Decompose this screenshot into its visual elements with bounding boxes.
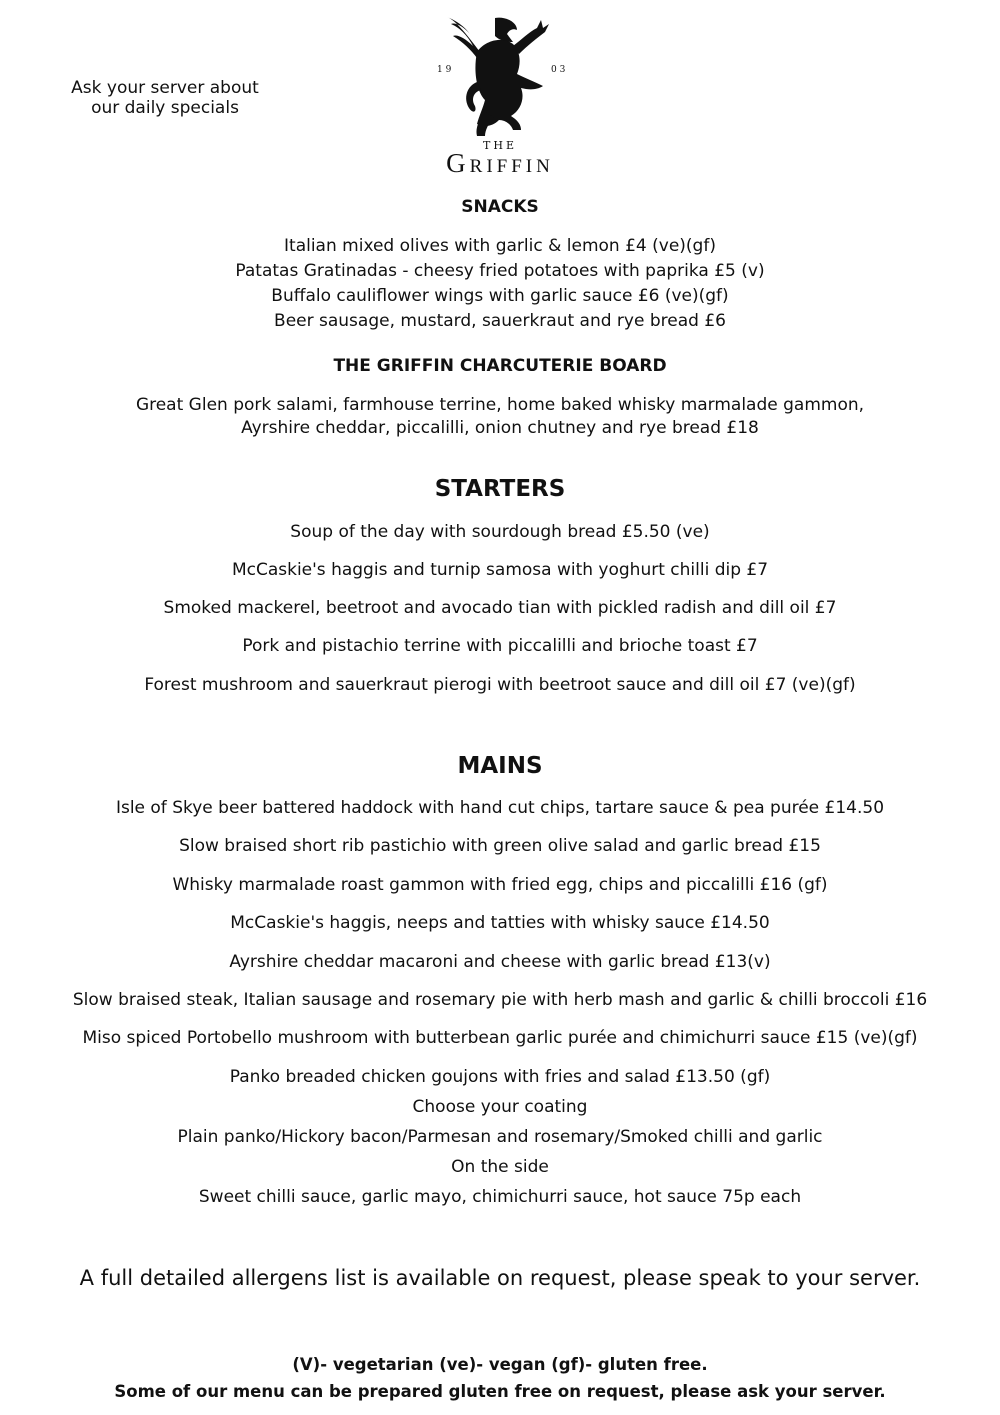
starter-item: Pork and pistachio terrine with piccalilli and brioche toast £7 [242,636,758,656]
logo-year-right: 0 3 [551,65,566,75]
snack-item: Italian mixed olives with garlic & lemon £4 (ve)(gf) [284,236,716,256]
snack-item: Patatas Gratinadas - cheesy fried potatoes with paprika £5 (v) [235,261,765,281]
main-item: Whisky marmalade roast gammon with fried egg, chips and piccalilli £16 (gf) [172,875,828,895]
starter-item: Soup of the day with sourdough bread £5.50 (ve) [290,522,710,542]
logo-year-left: 1 9 [437,65,452,75]
allergens-note: A full detailed allergens list is available on request, please speak to your server. [79,1266,921,1290]
logo-the: THE [483,139,517,152]
goujons-side-label: On the side [451,1157,549,1177]
starters-heading: STARTERS [434,476,566,502]
starter-item: Forest mushroom and sauerkraut pierogi with beetroot sauce and dill oil £7 (ve)(gf) [144,675,856,695]
specials-note-line-2: our daily specials [91,98,239,118]
charcuterie-line: Great Glen pork salami, farmhouse terrine, home baked whisky marmalade gammon, [135,395,865,415]
charcuterie-line: Ayrshire cheddar, piccalilli, onion chutney and rye bread £18 [241,418,759,438]
dietary-key: (V)- vegetarian (ve)- vegan (gf)- gluten free. [292,1355,708,1374]
specials-note-line-1: Ask your server about [71,78,259,98]
main-item: Ayrshire cheddar macaroni and cheese with garlic bread £13(v) [229,952,771,972]
goujons-coating-options: Plain panko/Hickory bacon/Parmesan and rosemary/Smoked chilli and garlic [177,1127,823,1147]
goujons-side-options: Sweet chilli sauce, garlic mayo, chimichurri sauce, hot sauce 75p each [198,1187,802,1207]
gluten-free-note: Some of our menu can be prepared gluten free on request, please ask your server. [114,1382,886,1401]
main-item: Slow braised steak, Italian sausage and rosemary pie with herb mash and garlic & chilli broccoli £16 [72,990,928,1010]
logo-name-rest: RIFFIN [469,156,554,177]
logo-name [446,148,554,178]
griffin-emblem-icon [447,17,549,136]
starter-item: Smoked mackerel, beetroot and avocado tian with pickled radish and dill oil £7 [163,598,837,618]
goujons-coating-label: Choose your coating [412,1097,588,1117]
mains-heading: MAINS [457,753,543,779]
snacks-heading: SNACKS [461,197,539,217]
main-item: Miso spiced Portobello mushroom with butterbean garlic purée and chimichurri sauce £15 (ve)(gf) [82,1028,918,1048]
specials-note [60,78,270,118]
main-item-goujons: Panko breaded chicken goujons with fries and salad £13.50 (gf) [229,1067,771,1087]
starter-item: McCaskie's haggis and turnip samosa with yoghurt chilli dip £7 [231,560,769,580]
charcuterie-heading: THE GRIFFIN CHARCUTERIE BOARD [333,356,667,376]
main-item: McCaskie's haggis, neeps and tatties with whisky sauce £14.50 [230,913,770,933]
griffin-logo [425,12,575,182]
snack-item: Beer sausage, mustard, sauerkraut and rye bread £6 [274,311,726,331]
logo-name-first: G [446,148,470,178]
snack-item: Buffalo cauliflower wings with garlic sauce £6 (ve)(gf) [271,286,729,306]
main-item: Isle of Skye beer battered haddock with hand cut chips, tartare sauce & pea purée £14.50 [115,798,885,818]
main-item: Slow braised short rib pastichio with green olive salad and garlic bread £15 [179,836,821,856]
